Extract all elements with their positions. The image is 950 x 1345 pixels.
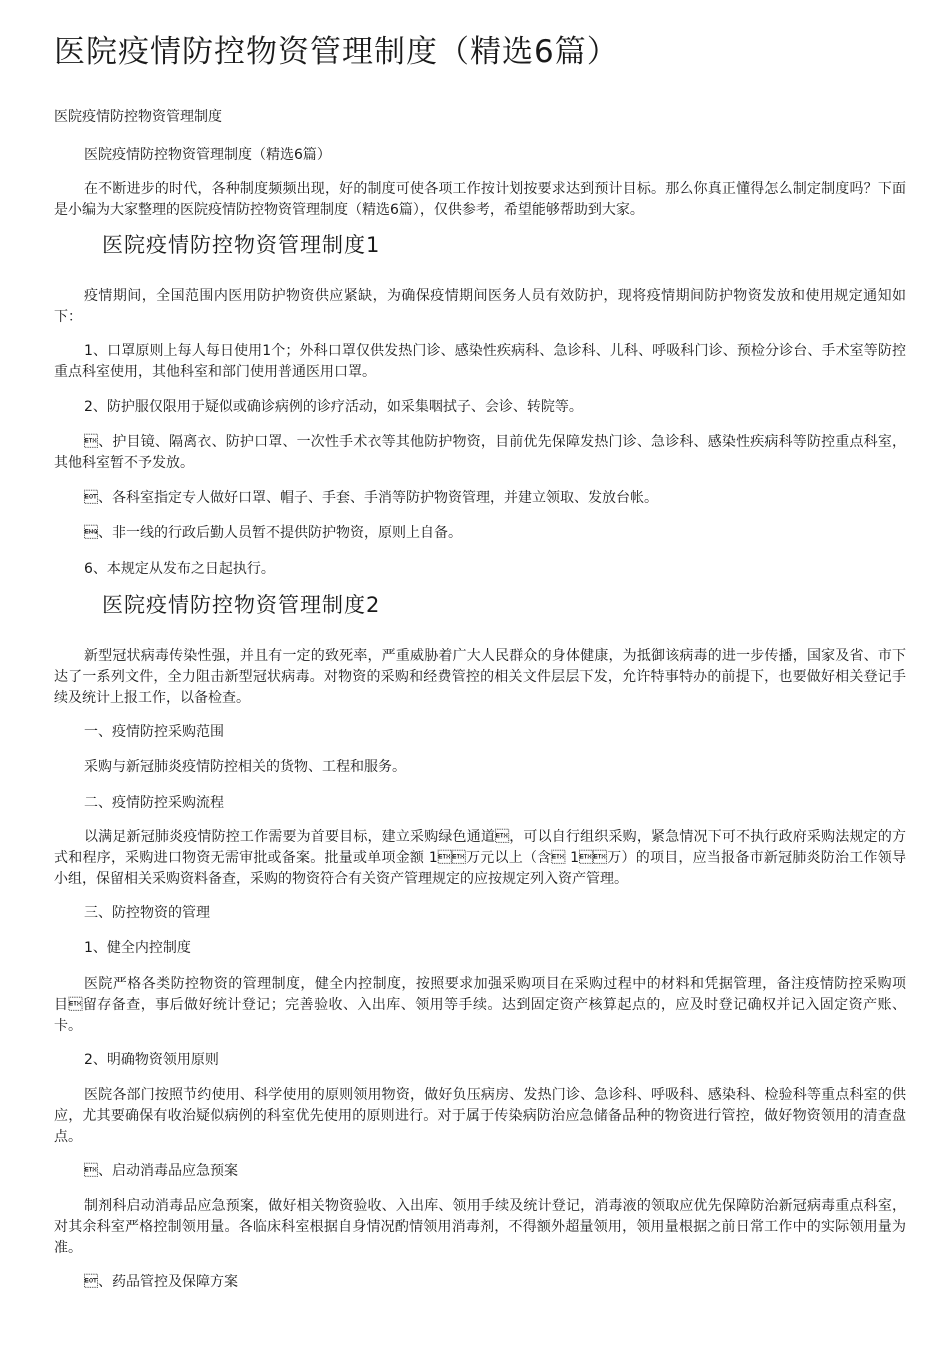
section-2-paragraph: 采购与新冠肺炎疫情防控相关的货物、工程和服务。 — [84, 759, 406, 775]
section-1-paragraph: 、各科室指定专人做好口罩、帽子、手套、手消等防护物资管理，并建立领取、发放台帐。 — [84, 490, 658, 506]
document-subtitle: 医院疫情防控物资管理制度 — [54, 109, 222, 125]
section-2-paragraph: 以满足新冠肺炎疫情防控工作需要为首要目标，建立采购绿色通道，可以自行组织采购，紧急情况下可不执行政府采购法规定的方式和程序，采购进口物资无需审批或备案。批量或单项金额 1万元以上（含 1万）的项目，应当报备市新冠肺炎防治工作领导小组，保留相关采购资料备查，采购的物资符合有关资产管理规定的应按规定列入资产管理。 — [54, 829, 906, 887]
section-2-paragraph: 制剂科启动消毒品应急预案，做好相关物资验收、入出库、领用手续及统计登记，消毒液的领取应优先保障防治新冠病毒重点科室，对其余科室严格控制领用量。各临床科室根据自身情况酌情领用消毒剂，不得额外超量领用，领用量根据之前日常工作中的实际领用量为准。 — [54, 1198, 906, 1256]
section-1-paragraph: 6、本规定从发布之日起执行。 — [84, 561, 275, 577]
section-2-subheading: 三、防控物资的管理 — [84, 905, 210, 921]
section-2-paragraph: 新型冠状病毒传染性强，并且有一定的致死率，严重威胁着广大人民群众的身体健康，为抵御该病毒的进一步传播，国家及省、市下达了一系列文件，全力阻击新型冠状病毒。对物资的采购和经费管控的相关文件层层下发，允许特事特办的前提下，也要做好相关登记手续及统计上报工作，以备检查。 — [54, 648, 906, 706]
document-title: 医院疫情防控物资管理制度（精选6篇） — [54, 34, 619, 70]
section-1-heading: 医院疫情防控物资管理制度1 — [102, 233, 381, 257]
intro-paragraph: 在不断进步的时代，各种制度频频出现，好的制度可使各项工作按计划按要求达到预计目标。那么你真正懂得怎么制定制度吗？下面是小编为大家整理的医院疫情防控物资管理制度（精选6篇），仅供参考，希望能够帮助到大家。 — [54, 181, 906, 218]
section-2-paragraph: 医院各部门按照节约使用、科学使用的原则领用物资，做好负压病房、发热门诊、急诊科、呼吸科、感染科、检验科等重点科室的供应，尤其要确保有收治疑似病例的科室优先使用的原则进行。对于属于传染病防治应急储备品种的物资进行管控，做好物资领用的清查盘点。 — [54, 1087, 906, 1145]
section-2-heading: 医院疫情防控物资管理制度2 — [102, 593, 381, 617]
section-2-subheading: 、启动消毒品应急预案 — [84, 1163, 238, 1179]
section-1-paragraph: 1、口罩原则上每人每日使用1个；外科口罩仅供发热门诊、感染性疾病科、急诊科、儿科、呼吸科门诊、预检分诊台、手术室等防控重点科室使用，其他科室和部门使用普通医用口罩。 — [54, 343, 906, 380]
section-2-subheading: 、药品管控及保障方案 — [84, 1274, 238, 1290]
section-1-paragraph: 疫情期间，全国范围内医用防护物资供应紧缺，为确保疫情期间医务人员有效防护，现将疫情期间防护物资发放和使用规定通知如下： — [54, 288, 906, 325]
intro-line: 医院疫情防控物资管理制度（精选6篇） — [84, 147, 331, 163]
section-1-paragraph: 、非一线的行政后勤人员暂不提供防护物资，原则上自备。 — [84, 525, 462, 541]
section-2-subheading: 2、明确物资领用原则 — [84, 1052, 219, 1068]
section-2-subheading: 1、健全内控制度 — [84, 940, 191, 956]
section-2-paragraph: 医院严格各类防控物资的管理制度，健全内控制度，按照要求加强采购项目在采购过程中的材料和凭据管理，备注疫情防控采购项目留存备查，事后做好统计登记；完善验收、入出库、领用等手续。达到固定资产核算起点的，应及时登记确权并记入固定资产账、卡。 — [54, 976, 906, 1034]
section-1-paragraph: 、护目镜、隔离衣、防护口罩、一次性手术衣等其他防护物资，目前优先保障发热门诊、急诊科、感染性疾病科等防控重点科室，其他科室暂不予发放。 — [54, 434, 906, 471]
section-2-subheading: 二、疫情防控采购流程 — [84, 795, 224, 811]
section-2-subheading: 一、疫情防控采购范围 — [84, 724, 224, 740]
section-1-paragraph: 2、防护服仅限用于疑似或确诊病例的诊疗活动，如采集咽拭子、会诊、转院等。 — [84, 399, 583, 415]
